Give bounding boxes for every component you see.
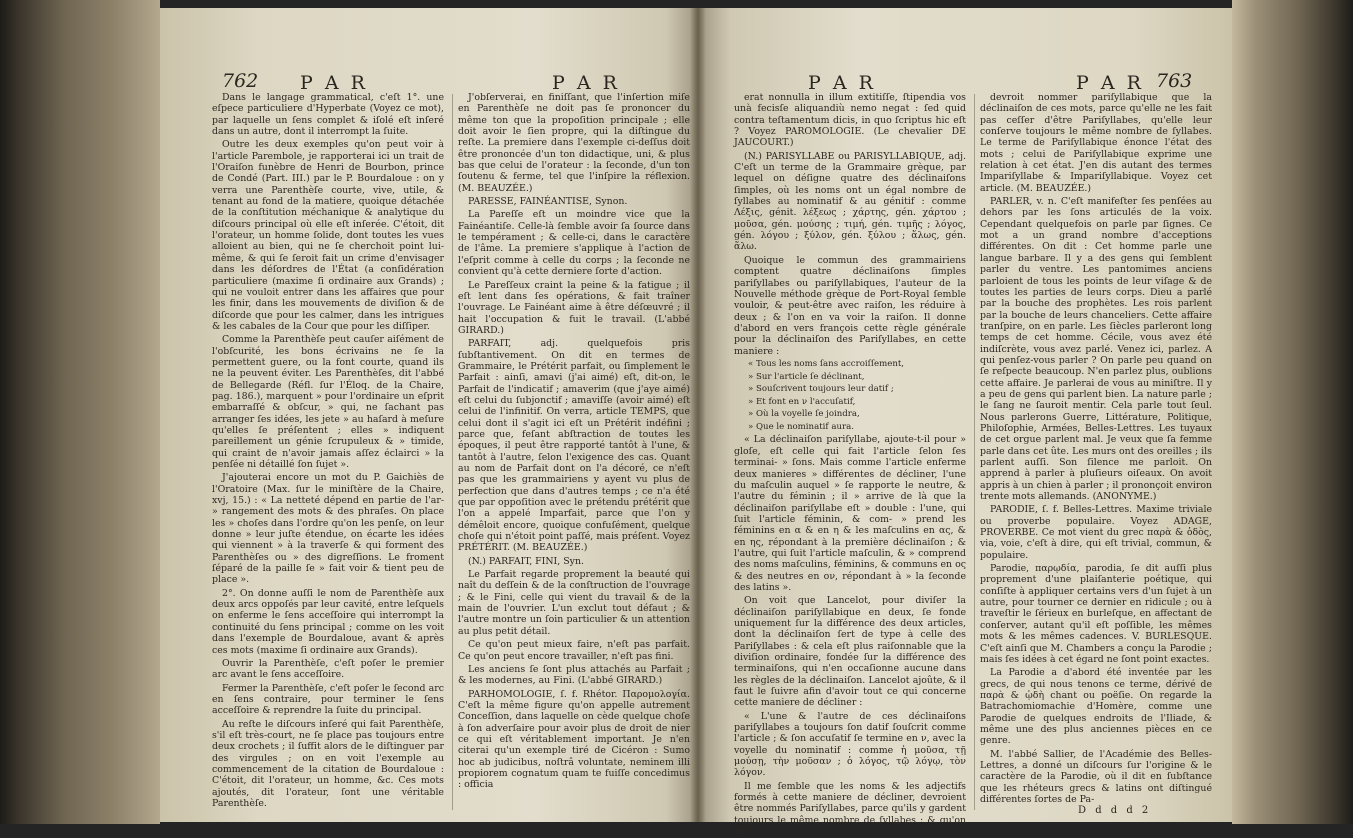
paragraph: J'ajouterai encore un mot du P. Gaichiès de l'Oratoire (Max. ſur le miniſtère de la Chaire, xvj, 15.) : « La netteté dépend en partie de l'ar- » rangement des mots & des phraſes. On place les » choſes dans l'ordre qu'on les penſe, on leur donne » leur juſte étendue, on écarte les idées qui viennent » à la traverſe & qui forment des Parenthèſes ou » des digreſſions. Le froment ſéparé de la paille ſe » fait voir & tient peu de place ». (212, 472, 444, 586)
running-head: P A R (300, 72, 368, 94)
paragraph: PARLER, v. n. C'eſt manifeſter ſes penſées au dehors par les ſons articulés de la voix. Cependant quelquefois on parle par ſignes. Ce mot a un grand nombre d'acceptions différentes. On dit : Cet homme parle une langue barbare. Il y a des gens qui ſemblent parler du ventre. Les pantomimes anciens parloient de tous les points de leur viſage & de toutes les parties de leurs corps. Dieu a parlé par la bouche des prophètes. Les rois parlent par la bouche de leurs chanceliers. Cette affaire tranſpire, on en parle. Les ſiècles parleront long temps de cet homme. Cécile, vous avez été indiſcrète, vous avez parlé. Venez ici, parlez. A qui penſez-vous parler ? On parle peu quand on ſe reſpecte beaucoup. N'en parlez plus, oublions cette affaire. Je parlerai de vous au miniſtre. Il y a peu de gens qui parlent bien. La nature parle ; le ſang ne ſauroit mentir. Cela parle tout ſeul. Nous parlerons Guerre, Littérature, Politique, Philoſophie, Armées, Belles-Lettres. Les tuyaux de cet orgue parlent mal. Je veux que ſa femme parle dans cet ûte. Les murs ont des oreilles ; ils parlent auſſi. Son ſilence me parloit. On apprend à parler à pluſieurs oiſeaux. On avoit appris à un chien à parler ; il prononçoit environ trente mots allemands. (ANONYME.) (980, 196, 1212, 503)
paragraph: (N.) PARISYLLABE ou PARISYLLABIQUE, adj. C'eſt un terme de la Grammaire grèque, par lequel on déſigne quatre des déclinaiſons ſimples, où les noms ont un égal nombre de ſyllabes au nominatif & au génitif : comme Λέξις, génit. λέξεως ; χάρτης, gén. χάρτου ; μοῦσα, gén. μούσης ; τιμή, gén. τιμῆς ; λόγος, gén. λόγου ; ξύλον, gén. ξύλου ; ἅλως, gén. ἅλω. (734, 150, 966, 253)
paragraph: (N.) PARFAIT, FINI, Syn. (468, 555, 584, 567)
paragraph: PARESSE, FAINÉANTISE, Synon. (468, 196, 628, 208)
paragraph: » Que le nominatif aura. (748, 421, 854, 432)
paragraph: Le Pareſſeux craint la peine & la fatigue ; il eſt lent dans ſes opérations, & fait traîner l'ouvrage. Le Fainéant aime à être déſœuvré ; il hait l'occupation & fuit le travail. (L'abbé GIRARD.) (458, 279, 690, 336)
page-number: 762 (222, 70, 259, 92)
text-column-2 (458, 92, 690, 814)
page-number: 763 (1156, 70, 1193, 92)
paragraph: Dans le langage grammatical, c'eſt 1°. une eſpece particuliere d'Hyperbate (Voyez ce mot), par laquelle un ſens complet & iſolé eſt inſeré dans un autre, dont il interrompt la ſuite. (212, 92, 444, 138)
open-book (160, 8, 1232, 838)
paragraph: » Et font en ν l'accuſatif, (748, 396, 856, 407)
paragraph: erat nonnulla in illum extitiſſe, ſtipendia vos unà fecisſe aliquandiù nemo negat : ſed quid contra teſtamentum dicis, in quo ſcriptus hic eſt ? Voyez PAROMOLOGIE. (Le chevalier DE JAUCOURT.) (734, 92, 966, 149)
paragraph: » Sur l'article ſe déclinant, (748, 371, 865, 382)
paragraph: Comme la Parenthèſe peut cauſer aiſément de l'obſcurité, les bons écrivains ne ſe la permettent guere, ou la font courte, quand ils ne la peuvent éviter. Les Parenthèſes, dit l'abbé de Bellegarde (Réfl. ſur l'Éloq. de la Chaire, pag. 186.), marquent » pour l'ordinaire un eſprit embarraſſé & obſcur, » qui, ne ſachant pas arranger ſes idées, les jete » au haſard à meſure qu'elles ſe préſentent ; elles » indiquent pareillement un génie ſcrupuleux & » timide, qui craint de n'avoir jamais aſſez éclairci » la penſée ni détaillé ſon ſujet ». (212, 334, 444, 470)
text-column-1 (212, 92, 444, 814)
paragraph: 2°. On donne auſſi le nom de Parenthèſe aux deux arcs oppoſés par leur cavité, entre leſquels on enferme le ſens acceſſoire qui interrompt la continuité du ſens principal ; comme on les voit dans l'exemple de Bourdaloue, avant & après ces mots (maxime ſi ordinaire aux Grands). (212, 587, 444, 656)
paragraph: Il me ſemble que les noms & les adjectifs formés à cette maniere de décliner, devroient être nommés Pariſyllabes, parce qu'ils y gardent toujours le même nombre de ſyllabes ; & qu'on ne (734, 780, 966, 838)
running-head: P A R (808, 72, 876, 94)
left-page (160, 8, 698, 822)
paragraph: Le Parfait regarde proprement la beauté qui naît du deſſein & de la conſtruction de l'ouvrage ; & le Fini, celle qui vient du travail & de la main de l'ouvrier. L'un exclut tout défaut ; & l'autre montre un ſoin particulier & un attention au plus petit détail. (458, 569, 690, 637)
paragraph: M. l'abbé Sallier, de l'Académie des Belles-Lettres, a donné un diſcours ſur l'origine & le caractère de la Parodie, où il dit en ſubſtance que les rhéteurs grecs & latins ont diſtingué différentes ſortes de Pa- (980, 748, 1212, 805)
paragraph: Au reſte le diſcours inſeré qui fait Parenthèſe, s'il eſt très-court, ne ſe place pas toujours entre deux crochets ; il ſuffit alors de le diſtinguer par des virgules ; on en voit l'exemple au commencement de la citation de Bourdaloue : C'étoit, dit l'orateur, un homme, &c. Ces mots ajoutés, dit l'orateur, ſont une véritable Parenthèſe. (212, 718, 444, 809)
paragraph: « La déclinaiſon pariſyllabe, ajoute-t-il pour » gloſe, eſt celle qui fait l'article ſelon ſes terminai- » ſons. Mais comme l'article enferme deux manieres » différentes de décliner, l'une du maſculin auquel » ſe rapporte le neutre, & l'autre du féminin ; il » arrive de là que la déclinaiſon pariſyllabe eſt » double : l'une, qui ſuit l'article féminin, & com- » prend les féminins en α & en η & les maſculins en ας, & en ης, répondant à la première déclinaiſon ; & l'autre, qui ſuit l'article maſculin, & » comprend des noms maſculins, féminins, & communs en ος & des neutres en ον, répondant à » la ſeconde des latins ». (734, 434, 966, 593)
paragraph: devroit nommer pariſyllabique que la déclinaiſon de ces mots, parce qu'elle ne les fait pas ceſſer d'être Pariſyllabes, qu'elle leur conſerve toujours le même nombre de ſyllabes. Le terme de Pariſyllabique énonce l'état des mots ; celui de Pariſyllabique exprime une relation à cet état. J'en dis autant des termes Impariſyllabe & Impariſyllabique. Voyez cet article. (M. BEAUZÉE.) (980, 92, 1212, 194)
running-head: P A R (552, 72, 620, 94)
paragraph: » Souſcrivent toujours leur datif ; (748, 384, 894, 395)
paragraph: PARODIE, ſ. f. Belles-Lettres. Maxime triviale ou proverbe populaire. Voyez ADAGE, PROVERBE. Ce mot vient du grec παρὰ & ὁδὸς, via, voie, c'eſt à dire, qui eſt trivial, commun, & populaire. (980, 504, 1212, 561)
paragraph: Parodie, παρῳδία, parodia, ſe dit auſſi plus proprement d'une plaiſanterie poétique, qui conſiſte à appliquer certains vers d'un ſujet à un autre, pour tourner ce dernier en ridicule ; ou à traveſtir le ſérieux en burleſque, en affectant de conſerver, autant qu'il eſt poſſible, les mêmes mots & les mêmes cadences. V. BURLESQUE. C'eſt ainſi que M. Chambers a conçu la Parodie ; mais ſes idées à cet égard ne ſont point exactes. (980, 563, 1212, 665)
column-rule (974, 94, 975, 810)
text-column-2 (980, 92, 1212, 814)
paragraph: « Tous les noms ſans accroiſſement, (748, 358, 905, 369)
paragraph: Ce qu'on peut mieux faire, n'eſt pas parfait. Ce qu'on peut encore travailler, n'eſt pas fini. (458, 639, 690, 662)
signature-mark: D d d d 2 (1078, 805, 1152, 816)
paragraph: PARHOMOLOGIE, ſ. f. Rhétor. Παρομολογία. C'eſt la même figure qu'on appelle autrement Conceſſion, dans laquelle on cède quelque choſe à ſon adverſaire pour avoir plus de droit de nier ce qui eſt véritablement important. Je n'en citerai qu'un exemple tiré de Cicéron : Sumo hoc ab judicibus, noſtrâ voluntate, neminem illi propiorem cognatum quam te fuiſſe concedimus : officia (458, 688, 690, 791)
paragraph: » Où la voyelle ſe joindra, (748, 409, 860, 420)
book-gutter (690, 8, 706, 822)
right-page (698, 8, 1232, 838)
paragraph: Les anciens ſe ſont plus attachés au Parfait ; & les modernes, au Fini. (L'abbé GIRARD.) (458, 663, 690, 687)
book-edge-right (1232, 0, 1353, 824)
book-edge-left (0, 0, 160, 824)
paragraph: La Parodie a d'abord été inventée par les grecs, de qui nous tenons ce terme, dérivé de παρὰ & ᾠδὴ chant ou poëſie. On regarde la Batrachomiomachie d'Homère, comme une Parodie de quelques endroits de l'Iliade, & même une des plus anciennes pièces en ce genre. (980, 667, 1212, 747)
paragraph: « L'une & l'autre de ces déclinaiſons pariſyllabes a toujours ſon datif ſouſcrit comme l'article ; & ſon accuſatif ſe termine en ν, avec la voyelle du nominatif : comme ἡ μοῦσα, τῇ μούσῃ, τὴν μοῦσαν ; ὁ λόγος, τῷ λόγῳ, τὸν λόγον. (734, 710, 966, 779)
text-column-1 (734, 92, 966, 838)
running-head: P A R (1076, 72, 1144, 94)
paragraph: PARFAIT, adj. quelquefois pris ſubſtantivement. On dit en termes de Grammaire, le Prétérit parfait, ou ſimplement le Parfait : ainſi, amavi (j'ai aimé) eſt, dit-on, le Parfait de l'indicatif ; amaverim (que j'aye aimé) eſt celui du ſubjonctif ; amaviſſe (avoir aimé) eſt celui de l'infinitif. On verra, article TEMPS, que celui dont il s'agit ici eſt un Prétérit indéfini ; parce que, feſant abſtraction de toutes les époques, il peut être rapporté tantôt à l'une, & tantôt à l'autre, ſelon l'exigence des cas. Quant au nom de Parfait dont on l'a décoré, ce n'eſt pas que les grammairiens y ayent vu plus de perfection que dans d'autres temps ; ce n'a été que par oppoſition avec le prétendu prétérit que l'on a appelé Imparfait, parce que l'on y démêloit encore, quoique confuſément, quelque choſe qui n'étoit point paſſé, mais préſent. Voyez PRÉTÉRIT. (M. BEAUZÉE.) (458, 338, 690, 554)
paragraph: J'obſerverai, en finiſſant, que l'inſertion miſe en Parenthèſe ne doit pas ſe prononcer du même ton que la propoſition principale ; elle doit avoir le ſien propre, qui la diſtingue du reſte. La premiere dans l'exemple ci-deſſus doit être prononcée d'un ton didactique, uni, & plus bas que celui de l'orateur : la ſeconde, d'un ton ſoutenu & ferme, tel que l'inſpire la réflexion. (M. BEAUZÉE.) (458, 92, 690, 194)
paragraph: On voit que Lancelot, pour diviſer la déclinaiſon pariſyllabique en deux, ſe fonde uniquement ſur la différence des deux articles, dont la déclinaiſon ſert de type à celle des Pariſyllabes : & cela eſt plus raiſonnable que la diviſion ordinaire, fondée ſur la différence des terminaiſons, qui n'en occaſionne aucune dans les règles de la déclinaiſon. Lancelot ajoûte, & il faut le ſuivre afin d'avoir tout ce qui concerne cette maniere de décliner : (734, 595, 966, 709)
column-rule (452, 94, 453, 810)
paragraph: Ouvrir la Parenthèſe, c'eſt poſer le premier arc avant le ſens acceſſoire. (212, 657, 444, 681)
paragraph: Quoique le commun des grammairiens comptent quatre déclinaiſons ſimples pariſyllabes ou pariſyllabiques, l'auteur de la Nouvelle méthode grèque de Port-Royal ſemble vouloir, & peut-être avec raiſon, les réduire à deux ; & l'on en va voir la raiſon. Il donne d'abord en vers françois cette règle générale pour la déclinaiſon des Pariſyllabes, en cette maniere : (734, 254, 966, 357)
paragraph: Fermer la Parenthèſe, c'eſt poſer le ſecond arc en ſens contraire, pour terminer le ſens acceſſoire & reprendre la ſuite du principal. (212, 682, 444, 717)
paragraph: Outre les deux exemples qu'on peut voir à l'article Parembole, je rapporterai ici un trait de l'Oraiſon funèbre de Henri de Bourbon, prince de Condé (Part. III.) par le P. Bourdaloue : on y verra une Parenthèſe courte, vive, utile, & tenant au fond de la matiere, quoique détachée de la conſtitution méchanique & analytique du diſcours principal où elle eſt inſerée. C'étoit, dit l'orateur, un homme ſolide, dont toutes les vues alloient au bien, qui ne ſe cherchoit point lui-même, & qui ſe ſeroit fait un crime d'envisager dans les déſordres de l'État (a conſidération particuliere (maxime ſi ordinaire aux Grands) ; qui ne vouloit entrer dans les affaires que pour les finir, dans les mouvements de diviſion & de diſcorde que pour les calmer, dans les intrigues & les cabales de la Cour que pour les diſſiper. (212, 139, 444, 332)
paragraph: La Pareſſe eſt un moindre vice que la Fainéantiſe. Celle-là ſemble avoir ſa ſource dans le tempérament ; & celle-ci, dans le caractère de l'âme. La premiere s'applique à l'action de l'eſprit comme à celle du corps ; la ſeconde ne convient qu'à cette derniere ſorte d'action. (458, 209, 690, 278)
